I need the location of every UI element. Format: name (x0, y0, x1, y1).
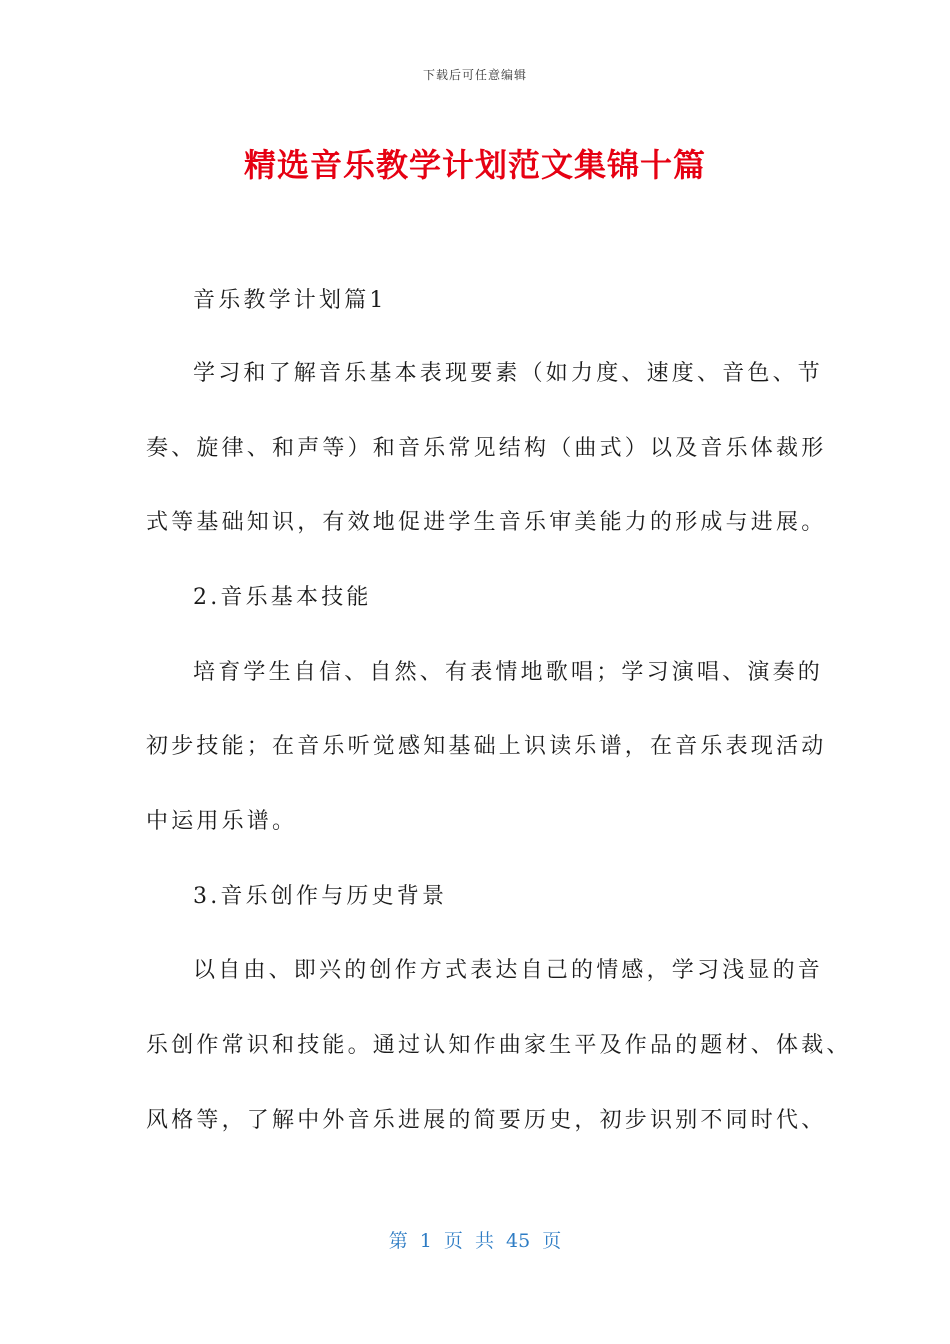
paragraph-line: 奏、旋律、和声等）和音乐常见结构（曲式）以及音乐体裁形 (146, 436, 827, 461)
section-heading: 2.音乐基本技能 (193, 585, 372, 610)
header-note: 下载后可任意编辑 (422, 68, 527, 82)
paragraph-line: 乐创作常识和技能。通过认知作曲家生平及作品的题材、体裁、 (146, 1033, 852, 1058)
section-heading: 3.音乐创作与历史背景 (193, 884, 448, 909)
paragraph-line: 培育学生自信、自然、有表情地歌唱；学习演唱、演奏的 (193, 660, 824, 685)
page-number: 第 1 页 共 45 页 (388, 1230, 562, 1252)
paragraph-line: 初步技能；在音乐听觉感知基础上识读乐谱，在音乐表现活动 (146, 734, 827, 759)
paragraph-line: 以自由、即兴的创作方式表达自己的情感，学习浅显的音 (193, 958, 824, 983)
paragraph-line: 学习和了解音乐基本表现要素（如力度、速度、音色、节 (193, 361, 824, 386)
document-title: 精选音乐教学计划范文集锦十篇 (243, 146, 706, 184)
paragraph-line: 中运用乐谱。 (146, 809, 298, 834)
paragraph-line: 风格等，了解中外音乐进展的简要历史，初步识别不同时代、 (146, 1108, 827, 1133)
paragraph-line: 式等基础知识，有效地促进学生音乐审美能力的形成与进展。 (146, 510, 827, 535)
section-heading: 音乐教学计划篇1 (193, 288, 387, 313)
